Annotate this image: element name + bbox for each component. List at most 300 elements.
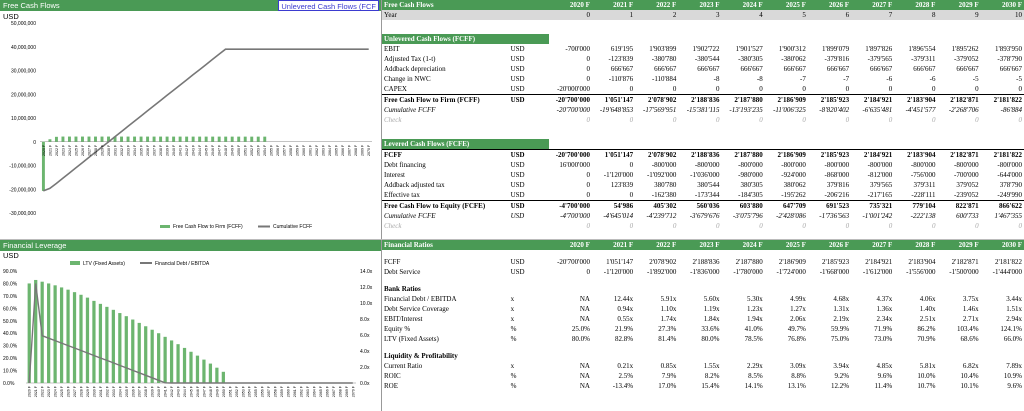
cell-value[interactable]: 82.8% [615, 335, 634, 343]
cell-value[interactable]: 2.34x [876, 315, 893, 323]
cell-value[interactable]: 691'523 [808, 201, 851, 212]
cell-value[interactable]: -1'836'000 [690, 268, 720, 276]
cell-value[interactable]: 70.9% [917, 335, 936, 343]
cell-value[interactable]: 2'186'909 [765, 150, 808, 161]
cell-value[interactable]: 2'184'921 [851, 95, 894, 106]
cell-value[interactable]: 0 [931, 85, 936, 93]
cell-value[interactable]: 1'896'554 [908, 45, 936, 53]
cell-value[interactable]: NA [579, 315, 590, 323]
cell-value[interactable]: 2'183'904 [894, 150, 937, 161]
cell-value[interactable]: -800'000 [954, 161, 979, 169]
cell-value[interactable]: -800'000 [867, 161, 893, 169]
cell-value[interactable]: 380'780 [654, 181, 677, 189]
cell-value[interactable]: 822'871 [937, 201, 980, 212]
cell-value[interactable]: -1'556'000 [906, 268, 936, 276]
cell-value[interactable]: 0 [629, 85, 634, 93]
cell-value[interactable]: 86.2% [917, 325, 936, 333]
cell-value[interactable]: 0 [975, 116, 979, 124]
cell-value[interactable]: 13.1% [787, 382, 806, 390]
cell-value[interactable]: 9.6% [877, 372, 893, 380]
cell-value[interactable]: -800'000 [910, 161, 936, 169]
cell-value[interactable]: 8.5% [748, 372, 763, 380]
cell-value[interactable]: 2'187'880 [722, 95, 765, 106]
cell-value[interactable]: -380'544 [694, 55, 720, 63]
cell-value[interactable]: -206'216 [824, 191, 850, 199]
cell-value[interactable]: 2'185'923 [808, 95, 851, 106]
spacer-cell [635, 284, 678, 294]
cell-value[interactable]: -20'700'000 [549, 95, 592, 106]
cell-value[interactable]: -15'381'115 [686, 106, 720, 114]
cell-value[interactable]: 1.46x [962, 305, 979, 313]
cell-value[interactable]: 0 [629, 191, 634, 199]
cell-value[interactable]: NA [579, 295, 590, 303]
cell-value[interactable]: 1.74x [660, 315, 677, 323]
row-unit: USD [510, 55, 525, 63]
cell-value[interactable]: -379'565 [867, 55, 893, 63]
cell-value[interactable]: 0 [586, 181, 590, 189]
cell-value[interactable]: 378'790 [999, 181, 1022, 189]
cell-value[interactable]: 14.1% [744, 382, 763, 390]
section-row [382, 284, 1024, 294]
cell-value[interactable]: NA [579, 382, 590, 390]
cell-value[interactable]: 80.0% [701, 335, 720, 343]
cell-value[interactable]: 0 [759, 116, 763, 124]
cell-value[interactable]: 2'078'902 [649, 258, 677, 266]
cell-value[interactable]: 78.5% [744, 335, 763, 343]
cell-value[interactable]: 1'893'950 [994, 45, 1022, 53]
cell-value[interactable]: 11.4% [874, 382, 893, 390]
cell-value[interactable]: -20'000'000 [557, 85, 590, 93]
cell-value[interactable]: 1'901'527 [735, 45, 763, 53]
cell-value[interactable]: -1'092'000 [646, 171, 677, 179]
cell-value[interactable]: 1'902'722 [692, 45, 720, 53]
cell-value[interactable]: -8 [756, 75, 763, 83]
cell-value[interactable]: 0.21x [617, 362, 634, 370]
cell-value[interactable]: -5 [972, 75, 979, 83]
cell-value[interactable]: -1'120'000 [603, 171, 634, 179]
cell-value[interactable]: 2.06x [790, 315, 806, 323]
cell-value[interactable]: 2'188'836 [678, 95, 721, 106]
cell-value[interactable]: 0 [586, 222, 590, 230]
cell-value[interactable]: 75.0% [830, 335, 850, 343]
cell-value[interactable]: 647'709 [765, 201, 808, 212]
cell-value[interactable]: -800'000 [738, 161, 763, 169]
cell-value[interactable]: 2'184'921 [865, 258, 893, 266]
cell-value[interactable]: 2'182'871 [937, 150, 980, 161]
cell-value[interactable]: 666'667 [956, 65, 979, 73]
cell-value[interactable]: 21.9% [615, 325, 634, 333]
cell-value[interactable]: 0 [586, 65, 590, 73]
cell-value[interactable]: -812'000 [867, 171, 893, 179]
cell-value[interactable]: 0.55x [617, 315, 634, 323]
cell-value[interactable]: -4'645'014 [603, 212, 634, 220]
cell-value[interactable]: -217'165 [867, 191, 893, 199]
cell-value[interactable]: 380'062 [783, 181, 806, 189]
cell-value[interactable]: 68.6% [960, 335, 979, 343]
cell-value[interactable]: 1.10x [660, 305, 677, 313]
cell-value[interactable]: 666'667 [610, 65, 634, 73]
cell-value[interactable]: -644'000 [997, 171, 1022, 179]
row-label: Equity % [384, 325, 411, 333]
cell-value[interactable]: 1.51x [1006, 305, 1022, 313]
cell-value[interactable]: -1'724'000 [776, 268, 806, 276]
cell-value[interactable]: 2'188'836 [678, 150, 721, 161]
cell-value[interactable]: 2'188'836 [692, 258, 720, 266]
cell-value[interactable]: 7.9% [661, 372, 677, 380]
cell-value[interactable]: 4.85x [876, 362, 893, 370]
cell-value[interactable]: 124.1% [1000, 325, 1022, 333]
cell-value[interactable]: 2'183'904 [894, 95, 937, 106]
cell-value[interactable]: 5.91x [660, 295, 677, 303]
cell-value[interactable]: -222'138 [910, 212, 936, 220]
cell-value[interactable]: 666'667 [654, 65, 677, 73]
cell-value[interactable]: 0 [845, 222, 850, 230]
cell-value[interactable]: -20'700'000 [556, 106, 590, 114]
cell-value[interactable]: -3'679'676 [689, 212, 720, 220]
cell-value[interactable]: 81.4% [658, 335, 677, 343]
cell-value[interactable]: -173'344 [694, 191, 720, 199]
cell-value[interactable]: 49.7% [787, 325, 806, 333]
cell-value[interactable]: -378'790 [997, 55, 1022, 63]
cell-value[interactable]: 2.29x [746, 362, 763, 370]
cell-value[interactable]: 0 [716, 222, 720, 230]
cell-value[interactable]: 17.0% [658, 382, 677, 390]
cell-value[interactable]: -6 [929, 75, 936, 83]
cell-value[interactable]: 2'078'902 [635, 150, 678, 161]
cell-value[interactable]: 80.0% [571, 335, 590, 343]
cell-value[interactable]: -249'990 [997, 191, 1022, 199]
cell-value[interactable]: -3'075'796 [732, 212, 763, 220]
cell-value[interactable]: 560'036 [678, 201, 721, 212]
cell-value[interactable]: 2'185'923 [808, 150, 851, 161]
cell-value[interactable]: 2'078'902 [635, 95, 678, 106]
cell-value[interactable]: -6 [886, 75, 893, 83]
cell-value[interactable]: 0 [975, 85, 979, 93]
cell-value[interactable]: -4'700'000 [549, 201, 592, 212]
cell-value[interactable]: 666'667 [826, 65, 850, 73]
row-unit: USD [510, 171, 525, 179]
cell-value[interactable]: 603'880 [722, 201, 765, 212]
cell-value[interactable]: 380'544 [697, 181, 720, 189]
cell-value[interactable]: -800'000 [781, 161, 806, 169]
cell-value[interactable]: 2.51x [919, 315, 936, 323]
cell-value[interactable]: -980'000 [738, 171, 763, 179]
cell-value[interactable]: 2.94x [1006, 315, 1022, 323]
cell-value[interactable]: -1'001'242 [862, 212, 893, 220]
cell-value[interactable]: -1'736'563 [819, 212, 850, 220]
cell-value[interactable]: 779'104 [894, 201, 937, 212]
cell-value[interactable]: 25.0% [571, 325, 590, 333]
cell-value[interactable]: 2'187'880 [722, 150, 765, 161]
cell-value[interactable]: 0 [586, 191, 590, 199]
cell-value[interactable]: 1.31x [833, 305, 850, 313]
cell-value[interactable]: -756'000 [910, 171, 936, 179]
cell-value[interactable]: 405'302 [635, 201, 678, 212]
cell-value[interactable]: 2'181'822 [994, 258, 1022, 266]
cell-value[interactable]: 379'816 [826, 181, 850, 189]
cell-value[interactable]: 2'186'909 [778, 258, 806, 266]
cell-value[interactable]: 76.8% [787, 335, 806, 343]
cell-value[interactable]: 2'186'909 [765, 95, 808, 106]
cell-value[interactable]: 123'839 [610, 181, 634, 189]
cell-value[interactable]: 0 [759, 85, 763, 93]
cell-value[interactable]: -380'780 [651, 55, 677, 63]
table-row [382, 314, 1024, 324]
cell-value[interactable]: -239'052 [954, 191, 979, 199]
cell-value[interactable]: 27.3% [658, 325, 677, 333]
cell-value[interactable]: -2'268'706 [948, 106, 979, 114]
cell-value[interactable]: NA [579, 362, 590, 370]
cell-value[interactable]: -20'700'000 [549, 150, 592, 161]
cell-value[interactable]: 0 [888, 85, 893, 93]
cell-value[interactable]: 379'311 [913, 181, 936, 189]
cell-value[interactable]: 2.5% [618, 372, 634, 380]
cell-value[interactable]: 73.0% [874, 335, 893, 343]
cell-value[interactable]: -1'444'000 [992, 268, 1022, 276]
cell-value[interactable]: 2'183'904 [908, 258, 936, 266]
cell-value[interactable]: 666'667 [783, 65, 806, 73]
cell-value[interactable]: -379'052 [954, 55, 979, 63]
cell-value[interactable]: 866'622 [981, 201, 1024, 212]
cell-value[interactable]: 5.81x [919, 362, 936, 370]
cell-value[interactable]: 6.82x [962, 362, 979, 370]
cell-value[interactable]: 5.60x [703, 295, 720, 303]
cell-value[interactable]: -4'239'712 [646, 212, 677, 220]
cell-value[interactable]: 666'667 [913, 65, 936, 73]
cell-value[interactable]: -4'451'577 [905, 106, 936, 114]
cell-value[interactable]: 10.0% [917, 372, 936, 380]
cell-value[interactable]: -86'884 [1000, 106, 1022, 114]
cell-value[interactable]: -924'000 [781, 171, 806, 179]
cell-value[interactable]: 1'897'826 [865, 45, 893, 53]
cell-value[interactable]: NA [579, 305, 590, 313]
cell-value[interactable]: -800'000 [694, 161, 720, 169]
cell-value[interactable]: -1'036'000 [690, 171, 720, 179]
cell-value[interactable]: -8'820'402 [819, 106, 850, 114]
cell-value[interactable]: 379'565 [870, 181, 893, 189]
cell-value[interactable]: 10.4% [960, 372, 979, 380]
cell-value[interactable]: -110'876 [608, 75, 634, 83]
unlevered-cash-flows-link[interactable]: Unlevered Cash Flows (FCF [278, 0, 379, 11]
cell-value[interactable]: 0 [1018, 222, 1022, 230]
cell-value[interactable]: 103.4% [957, 325, 979, 333]
cell-value[interactable]: -13'193'235 [729, 106, 763, 114]
cell-value[interactable]: 666'667 [740, 65, 763, 73]
cell-value[interactable]: 33.6% [701, 325, 720, 333]
cell-value[interactable]: -1'892'000 [646, 268, 677, 276]
cell-value[interactable]: 0 [845, 85, 850, 93]
cell-value[interactable]: 8.2% [704, 372, 720, 380]
cell-value[interactable]: 41.0% [744, 325, 763, 333]
cell-value[interactable]: 1'051'147 [592, 150, 635, 161]
cell-value[interactable]: 0 [586, 55, 590, 63]
cell-value[interactable]: 10.7% [917, 382, 936, 390]
cell-value[interactable]: 4.37x [876, 295, 893, 303]
cell-value[interactable]: -4'700'000 [560, 212, 590, 220]
cell-value[interactable]: 2'184'921 [851, 150, 894, 161]
cell-value[interactable]: 2'182'871 [951, 258, 979, 266]
cell-value[interactable]: -7 [800, 75, 806, 83]
cell-value[interactable]: -380'062 [781, 55, 806, 63]
cell-value[interactable]: 0 [931, 116, 936, 124]
cell-value[interactable]: -1'612'000 [862, 268, 893, 276]
cell-value[interactable]: 666'667 [870, 65, 893, 73]
cell-value[interactable]: 666'667 [999, 65, 1022, 73]
cell-value[interactable]: 15.4% [701, 382, 720, 390]
cell-value[interactable]: 619'195 [610, 45, 634, 53]
cell-value[interactable]: 0 [931, 222, 936, 230]
cell-value[interactable]: 1'051'147 [592, 95, 635, 106]
fcff-bar [101, 137, 104, 142]
cell-value[interactable]: 2'181'822 [981, 150, 1024, 161]
cell-value[interactable]: 7.89x [1006, 362, 1022, 370]
cell-value[interactable]: -800'000 [651, 161, 677, 169]
cell-value[interactable]: 4.68x [833, 295, 850, 303]
cell-value[interactable]: -7 [843, 75, 850, 83]
cell-value[interactable]: 0.94x [617, 305, 634, 313]
x-tick-label: 2021 F [48, 144, 53, 156]
cell-value[interactable]: 71.9% [874, 325, 893, 333]
cell-value[interactable]: 10.9% [1003, 372, 1022, 380]
cell-value[interactable]: 1.94x [746, 315, 763, 323]
cell-value[interactable]: -1'668'000 [819, 268, 850, 276]
cell-value[interactable]: -13.4% [612, 382, 634, 390]
fcff-bar [179, 137, 182, 142]
cell-value[interactable]: 0 [1018, 116, 1022, 124]
cell-value[interactable]: 0 [975, 222, 979, 230]
ltv-bar [222, 372, 225, 383]
cell-value[interactable]: 2'187'880 [735, 258, 763, 266]
cell-value[interactable]: 1'895'262 [951, 45, 979, 53]
free-cash-flows-table [382, 0, 1024, 231]
currency-label: USD [3, 12, 19, 21]
cell-value[interactable]: -1'120'000 [603, 268, 634, 276]
cell-value[interactable]: 0 [888, 222, 893, 230]
cell-value[interactable]: 0 [586, 75, 590, 83]
cell-value[interactable]: -123'839 [608, 55, 634, 63]
cell-value[interactable]: -6'635'481 [862, 106, 893, 114]
cell-value[interactable]: 0 [586, 268, 590, 276]
cell-value[interactable]: 0 [716, 116, 720, 124]
cell-value[interactable]: 0 [802, 116, 806, 124]
cell-value[interactable]: -1'500'000 [949, 268, 979, 276]
cell-value[interactable]: 3.44x [1006, 295, 1022, 303]
cell-value[interactable]: 0.85x [660, 362, 677, 370]
cell-value[interactable]: -184'305 [738, 191, 763, 199]
cell-value[interactable]: NA [579, 372, 590, 380]
cell-value[interactable]: -110'884 [651, 75, 677, 83]
cell-value[interactable]: 54'986 [592, 201, 635, 212]
cell-value[interactable]: 0 [802, 222, 806, 230]
cell-value[interactable]: 0 [586, 171, 590, 179]
cell-value[interactable]: -8 [713, 75, 720, 83]
cell-value[interactable]: 9.6% [1007, 382, 1022, 390]
cell-value[interactable]: 0 [672, 85, 677, 93]
cell-value[interactable]: 379'052 [956, 181, 979, 189]
cell-value[interactable]: 3.75x [962, 295, 979, 303]
cell-value[interactable]: -2'428'086 [776, 212, 806, 220]
cell-value[interactable]: 12.2% [830, 382, 850, 390]
cell-value[interactable]: 2'181'822 [981, 95, 1024, 106]
cell-value[interactable]: 2.19x [833, 315, 850, 323]
cell-value[interactable]: -700'000 [565, 45, 590, 53]
cell-value[interactable]: 1'903'899 [649, 45, 677, 53]
cell-value[interactable]: -228'111 [911, 191, 936, 199]
cell-value[interactable]: 666'667 [697, 65, 720, 73]
cell-value[interactable]: 0 [759, 222, 763, 230]
cell-value[interactable]: 3.94x [833, 362, 850, 370]
cell-value[interactable]: 0 [845, 116, 850, 124]
cell-value[interactable]: -5 [1016, 75, 1022, 83]
cell-value[interactable]: -19'648'853 [599, 106, 634, 114]
cell-value[interactable]: 1.55x [703, 362, 720, 370]
cell-value[interactable]: 5.30x [746, 295, 763, 303]
cell-value[interactable]: 600'733 [956, 212, 979, 220]
cell-value[interactable]: 2'185'923 [822, 258, 850, 266]
cell-value[interactable]: -11'006'325 [773, 106, 806, 114]
x-tick-label: 2040 F [171, 144, 176, 156]
cell-value[interactable]: 0 [1018, 85, 1022, 93]
cell-value[interactable]: 0 [672, 222, 677, 230]
cell-value[interactable]: 0 [672, 116, 677, 124]
cell-value[interactable]: -1'780'000 [733, 268, 763, 276]
cell-value[interactable]: 0 [586, 116, 590, 124]
cell-value[interactable]: -700'000 [954, 171, 979, 179]
cell-value[interactable]: 0 [629, 116, 634, 124]
cell-value[interactable]: 1.36x [876, 305, 893, 313]
cell-value[interactable]: 1'467'355 [994, 212, 1022, 220]
cell-value[interactable]: 0 [888, 116, 893, 124]
cell-value[interactable]: 0 [802, 85, 806, 93]
cell-value[interactable]: 2.71x [962, 315, 979, 323]
cell-value[interactable]: 735'321 [851, 201, 894, 212]
cell-value[interactable]: 4.06x [919, 295, 936, 303]
cell-value[interactable]: -162'380 [651, 191, 677, 199]
cell-value[interactable]: 1'051'147 [606, 258, 634, 266]
cell-value[interactable]: 0 [629, 161, 634, 169]
cell-value[interactable]: 59.9% [830, 325, 850, 333]
cell-value[interactable]: -800'000 [997, 161, 1022, 169]
cell-value[interactable]: 0 [716, 85, 720, 93]
cell-value[interactable]: 1'900'312 [778, 45, 806, 53]
cell-value[interactable]: -20'700'000 [557, 258, 590, 266]
cell-value[interactable]: 1.19x [703, 305, 720, 313]
cell-value[interactable]: 1.40x [919, 305, 936, 313]
cell-value[interactable]: 1'899'079 [822, 45, 850, 53]
cell-value[interactable]: 1.23x [746, 305, 763, 313]
cell-value[interactable]: 8.8% [791, 372, 806, 380]
cell-value[interactable]: -17'569'951 [643, 106, 677, 114]
cell-value[interactable]: 1.27x [790, 305, 806, 313]
cell-value[interactable]: 12.44x [613, 295, 634, 303]
cell-value[interactable]: 2'182'871 [937, 95, 980, 106]
cell-value[interactable]: 9.2% [834, 372, 850, 380]
cell-value[interactable]: -868'000 [824, 171, 850, 179]
cell-value[interactable]: 4.99x [790, 295, 806, 303]
cell-value[interactable]: 16'000'000 [559, 161, 590, 169]
cell-value[interactable]: 66.0% [1003, 335, 1022, 343]
cell-value[interactable]: 380'305 [740, 181, 763, 189]
cell-value[interactable]: 0 [629, 222, 634, 230]
cell-value[interactable]: 1.84x [703, 315, 720, 323]
cell-value[interactable]: -379'311 [911, 55, 936, 63]
cell-value[interactable]: -800'000 [824, 161, 850, 169]
cell-value[interactable]: 3.09x [790, 362, 806, 370]
cell-value[interactable]: -379'816 [824, 55, 850, 63]
cell-value[interactable]: -380'305 [738, 55, 763, 63]
cell-value[interactable]: -195'262 [781, 191, 806, 199]
cell-value[interactable]: 10.1% [960, 382, 979, 390]
